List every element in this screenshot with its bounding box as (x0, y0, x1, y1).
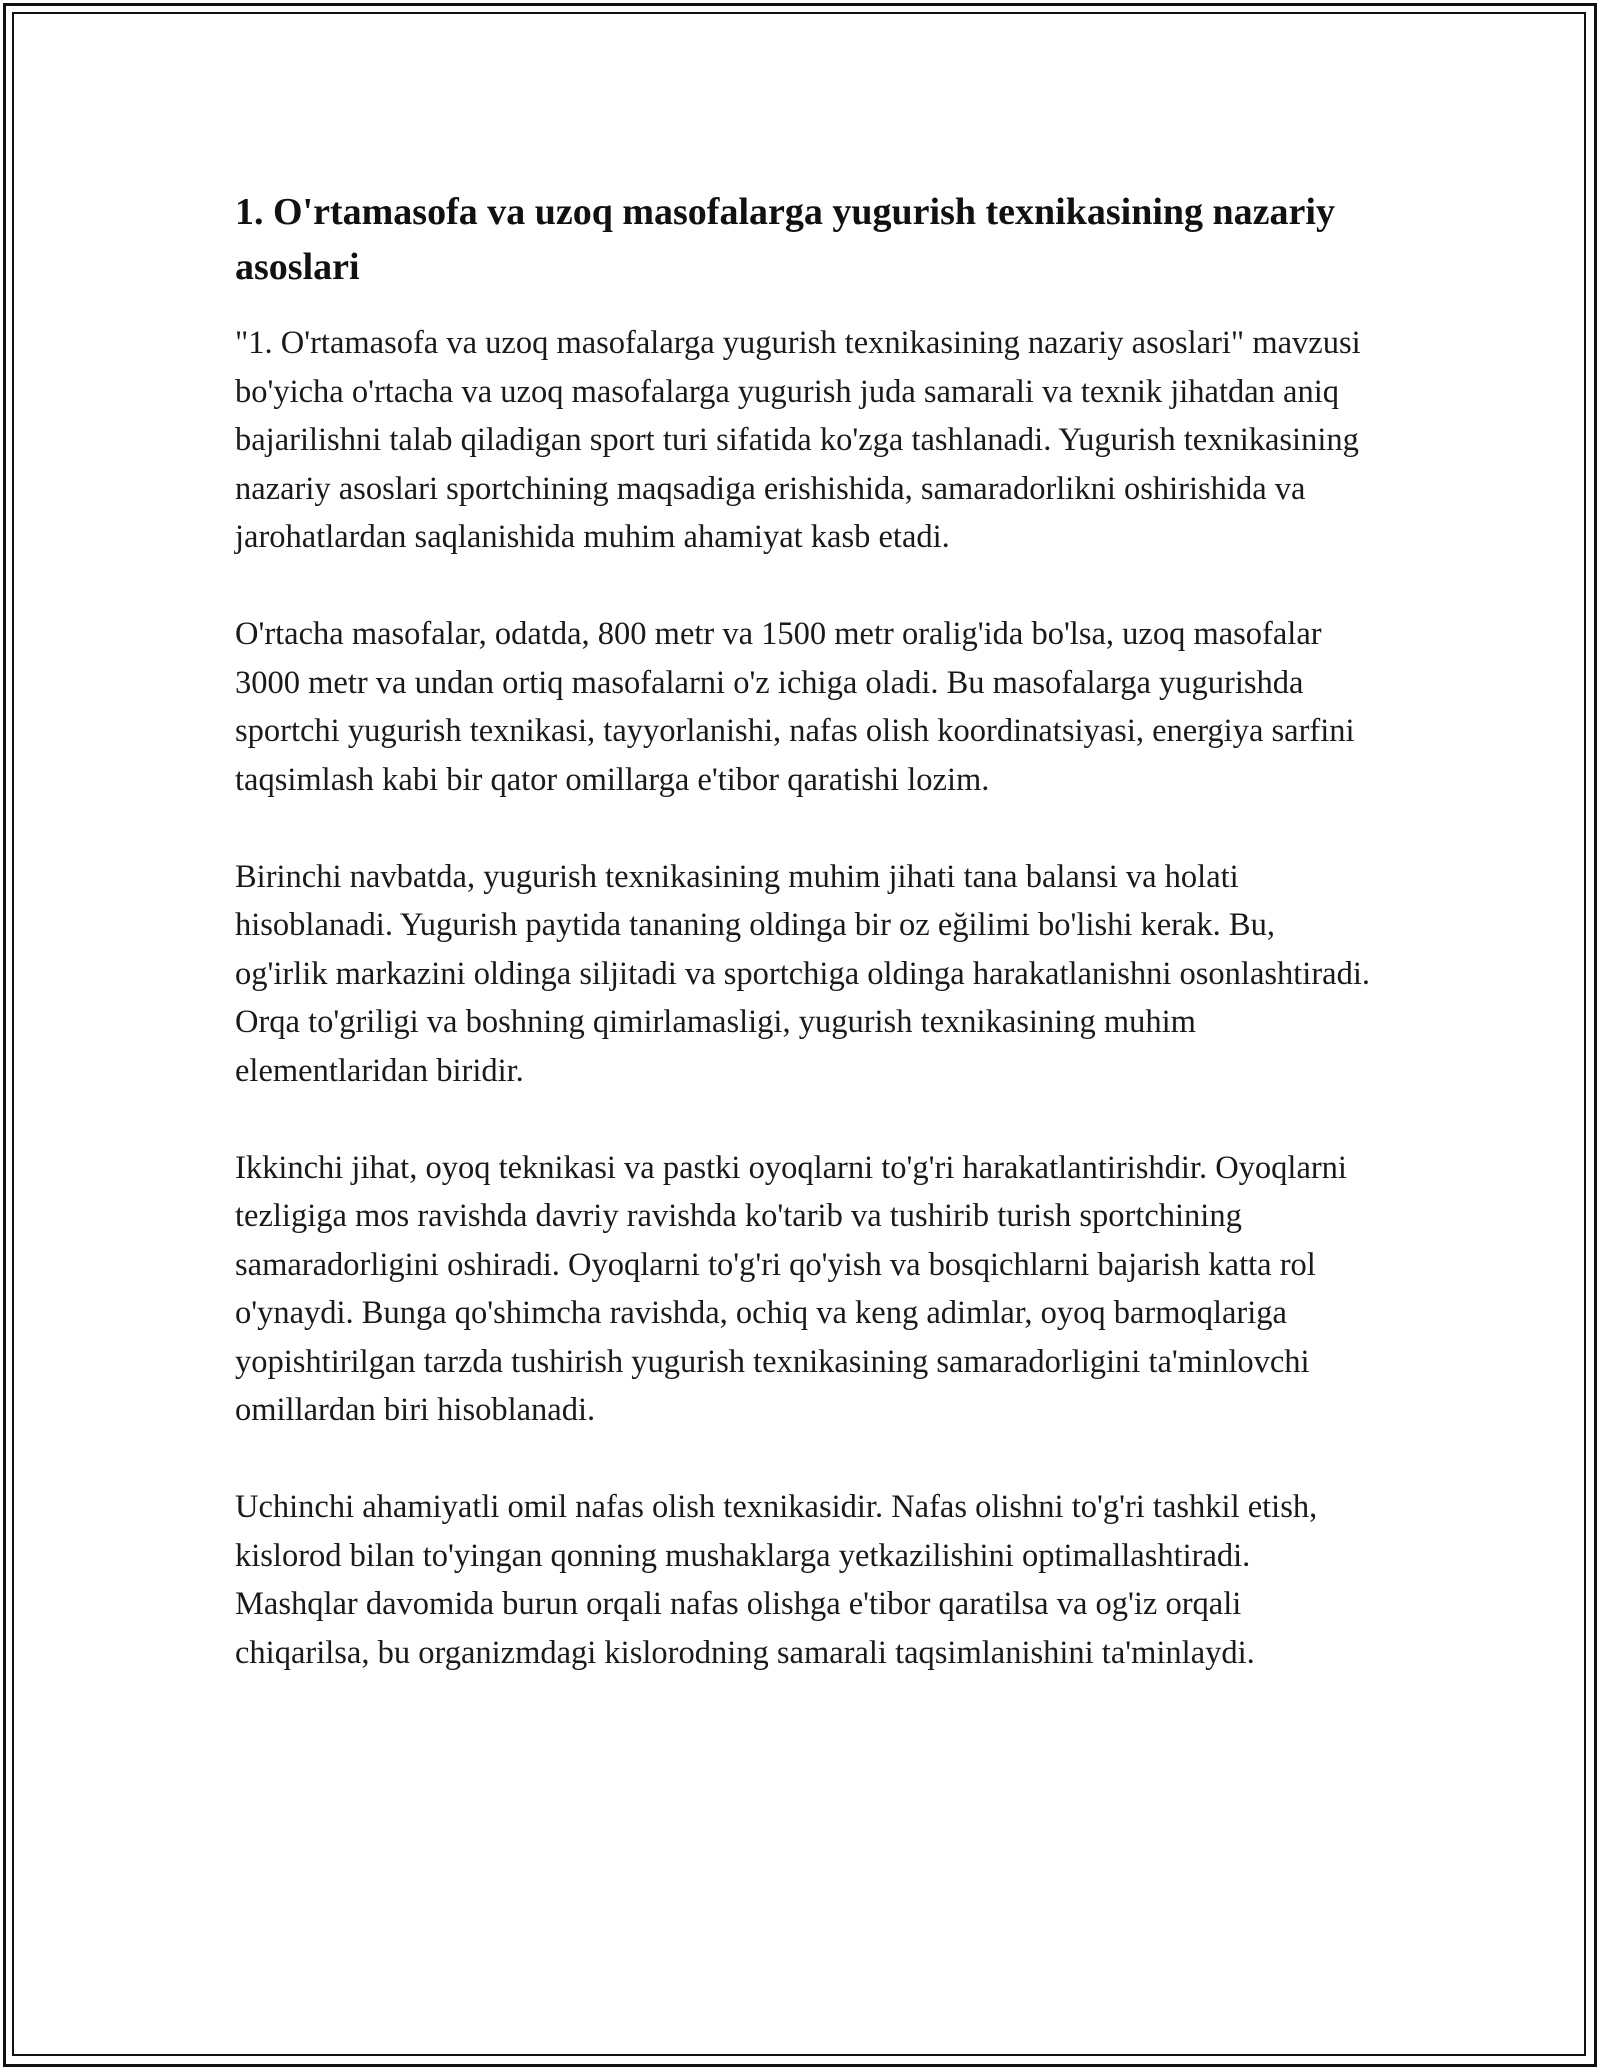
document-title: 1. O'rtamasofa va uzoq masofalarga yugurish texnikasining nazariy asoslari (235, 191, 1335, 288)
paragraph-distances: O'rtacha masofalar, odatda, 800 metr va 1500 metr oralig'ida bo'lsa, uzoq masofalar 3000 metr va undan ortiq masofalarni o'z ichiga oladi. Bu masofalarga yugurishda sportchi yugurish texnikasi, tayyorlanishi, nafas olish koordinatsiyasi, energiya sarfini taqsimlash kabi bir qator omillarga e'tibor qaratishi lozim. (235, 616, 1355, 798)
paragraph-breathing: Uchinchi ahamiyatli omil nafas olish texnikasidir. Nafas olishni to'g'ri tashkil etish, kislorod bilan to'yingan qonning mushaklarga yetkazilishini optimallashtiradi. Mashqlar davomida burun orqali nafas olishga e'tibor qaratilsa va og'iz orqali chiqarilsa, bu organizmdagi kislorodning samarali taqsimlanishini ta'minlaydi. (235, 1489, 1318, 1671)
paragraph-leg-technique: Ikkinchi jihat, oyoq teknikasi va pastki oyoqlarni to'g'ri harakatlantirishdir. Oyoqlarni tezligiga mos ravishda davriy ravishda ko'tarib va tushirib turish sportchining samaradorligini oshiradi. Oyoqlarni to'g'ri qo'yish va bosqichlarni bajarish katta rol o'ynaydi. Bunga qo'shimcha ravishda, ochiq va keng adimlar, oyoq barmoqlariga yopishtirilgan tarzda tushirish yugurish texnikasining samaradorligini ta'minlovchi omillardan biri hisoblanadi. (235, 1149, 1347, 1428)
paragraph-body-balance: Birinchi navbatda, yugurish texnikasining muhim jihati tana balansi va holati hisoblanadi. Yugurish paytida tananing oldinga bir oz eğilimi bo'lishi kerak. Bu, og'irlik markazini oldinga siljitadi va sportchiga oldinga harakatlanishni osonlashtiradi. Orqa to'griligi va boshning qimirlamasligi, yugurish texnikasining muhim elementlaridan biridir. (235, 858, 1370, 1089)
document-body (235, 185, 1370, 1726)
paragraph-intro: "1. O'rtamasofa va uzoq masofalarga yugurish texnikasining nazariy asoslari" mavzusi bo'yicha o'rtacha va uzoq masofalarga yugurish juda samarali va texnik jihatdan aniq bajarilishni talab qiladigan sport turi sifatida ko'zga tashlanadi. Yugurish texnikasining nazariy asoslari sportchining maqsadiga erishishida, samaradorlikni oshirishida va jarohatlardan saqlanishida muhim ahamiyat kasb etadi. (235, 325, 1361, 555)
